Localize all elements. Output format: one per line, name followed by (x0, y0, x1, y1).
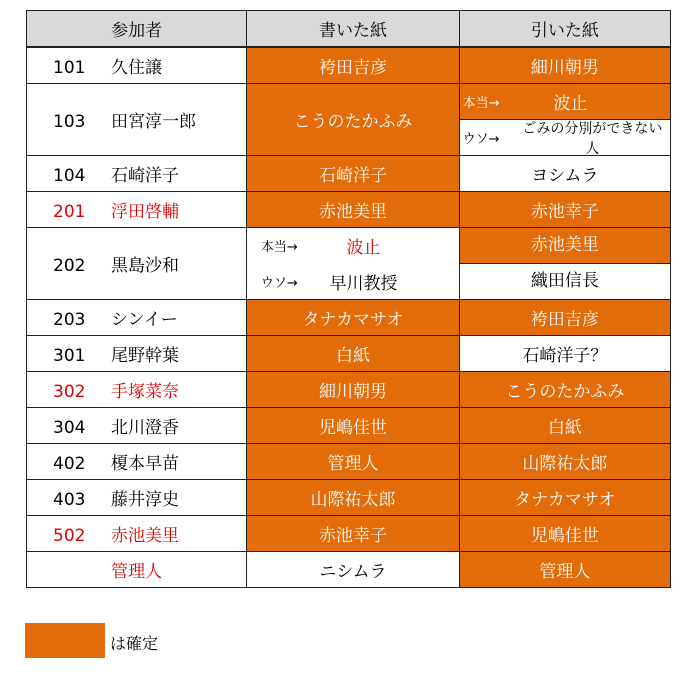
participant-cell (27, 228, 247, 300)
participant-cell (27, 516, 247, 552)
written-cell: 山際祐太郎 (247, 480, 459, 516)
written-cell: タナカマサオ (247, 300, 459, 336)
drawn-cell: こうのたかふみ (459, 372, 670, 408)
written-cell: ニシムラ (247, 552, 459, 588)
participant-name: 田宮淳一郎 (111, 112, 196, 132)
drawn-cell: 山際祐太郎 (459, 444, 670, 480)
participant-name: 榎本早苗 (111, 454, 179, 474)
drawn-cell: 白紙 (459, 408, 670, 444)
written-cell: 細川朝男 (247, 372, 459, 408)
participant-name: 藤井淳史 (111, 490, 179, 510)
true-label: 本当→ (260, 240, 298, 255)
drawn-lie (460, 119, 670, 155)
drawn-cell: ヨシムラ (459, 156, 670, 192)
participant-name: 手塚菜奈 (111, 382, 179, 402)
lie-value: 早川教授 (329, 273, 398, 294)
room-number: 201 (53, 202, 86, 222)
participant-cell (27, 192, 247, 228)
true-value: 波止 (553, 94, 588, 114)
participant-cell (27, 47, 247, 84)
drawn-cell-split (459, 84, 670, 156)
written-lie (247, 263, 458, 299)
table-row (27, 372, 671, 408)
written-cell: 赤池幸子 (247, 516, 459, 552)
table-row (27, 192, 671, 228)
participant-name: 久住譲 (111, 58, 162, 78)
legend-swatch (25, 623, 105, 658)
written-true (247, 228, 458, 263)
drawn-bottom: 織田信長 (460, 263, 670, 299)
lie-label: ウソ→ (462, 132, 500, 147)
true-label: 本当→ (462, 96, 500, 111)
drawn-true (460, 84, 670, 119)
written-cell: 白紙 (247, 336, 459, 372)
table-row (27, 47, 671, 84)
lie-value: ごみの分別ができない人 (522, 120, 663, 157)
header-written: 書いた紙 (247, 11, 459, 48)
room-number: 302 (53, 382, 86, 402)
participant-cell (27, 480, 247, 516)
room-number: 103 (53, 112, 86, 132)
header-drawn: 引いた紙 (459, 11, 670, 48)
room-number: 104 (53, 166, 86, 186)
drawn-cell: 石崎洋子？ (459, 336, 670, 372)
lie-label: ウソ→ (260, 275, 298, 291)
legend-label: は確定 (110, 634, 159, 653)
table-row (27, 444, 671, 480)
participant-cell (27, 408, 247, 444)
table-row (27, 300, 671, 336)
room-number: 403 (53, 490, 86, 510)
table-row (27, 228, 671, 300)
participant-cell (27, 336, 247, 372)
drawn-cell: 児嶋佳世 (459, 516, 670, 552)
participant-cell (27, 372, 247, 408)
room-number: 304 (53, 418, 86, 438)
room-number: 203 (53, 310, 86, 330)
room-number: 502 (53, 526, 86, 546)
table-row (27, 480, 671, 516)
participant-name: 黒島沙和 (111, 256, 179, 276)
drawn-cell-split (459, 228, 670, 300)
table-row (27, 336, 671, 372)
participant-cell (27, 444, 247, 480)
drawn-cell: 袴田吉彦 (459, 300, 670, 336)
participant-name: シンイー (111, 310, 178, 330)
room-number: 202 (53, 256, 86, 276)
written-cell: 赤池美里 (247, 192, 459, 228)
participant-cell (27, 156, 247, 192)
table-row (27, 408, 671, 444)
participant-cell (27, 300, 247, 336)
table-row (27, 156, 671, 192)
room-number: 301 (53, 346, 86, 366)
written-cell: 児嶋佳世 (247, 408, 459, 444)
room-number: 101 (53, 58, 86, 78)
drawn-cell: 赤池幸子 (459, 192, 670, 228)
participant-name: 尾野幹葉 (111, 346, 179, 366)
drawn-cell: 管理人 (459, 552, 670, 588)
written-cell: 石崎洋子 (247, 156, 459, 192)
participants-table (26, 10, 671, 588)
drawn-cell: 細川朝男 (459, 47, 670, 84)
table-row (27, 84, 671, 156)
participant-cell (27, 84, 247, 156)
header-row (27, 11, 671, 48)
written-cell: こうのたかふみ (247, 84, 459, 156)
participant-name: 北川澄香 (111, 418, 179, 438)
header-participant: 参加者 (27, 11, 247, 48)
table-row (27, 552, 671, 588)
participant-name: 石崎洋子 (111, 166, 179, 186)
participant-name-admin: 管理人 (27, 552, 247, 588)
written-cell-split (247, 228, 459, 300)
participant-name: 赤池美里 (111, 526, 179, 546)
participant-name: 浮田啓輔 (111, 202, 179, 222)
table-row (27, 516, 671, 552)
drawn-top: 赤池美里 (460, 228, 670, 263)
true-value: 波止 (346, 238, 381, 258)
room-number: 402 (53, 454, 86, 474)
drawn-cell: タナカマサオ (459, 480, 670, 516)
written-cell: 管理人 (247, 444, 459, 480)
written-cell: 袴田吉彦 (247, 47, 459, 84)
